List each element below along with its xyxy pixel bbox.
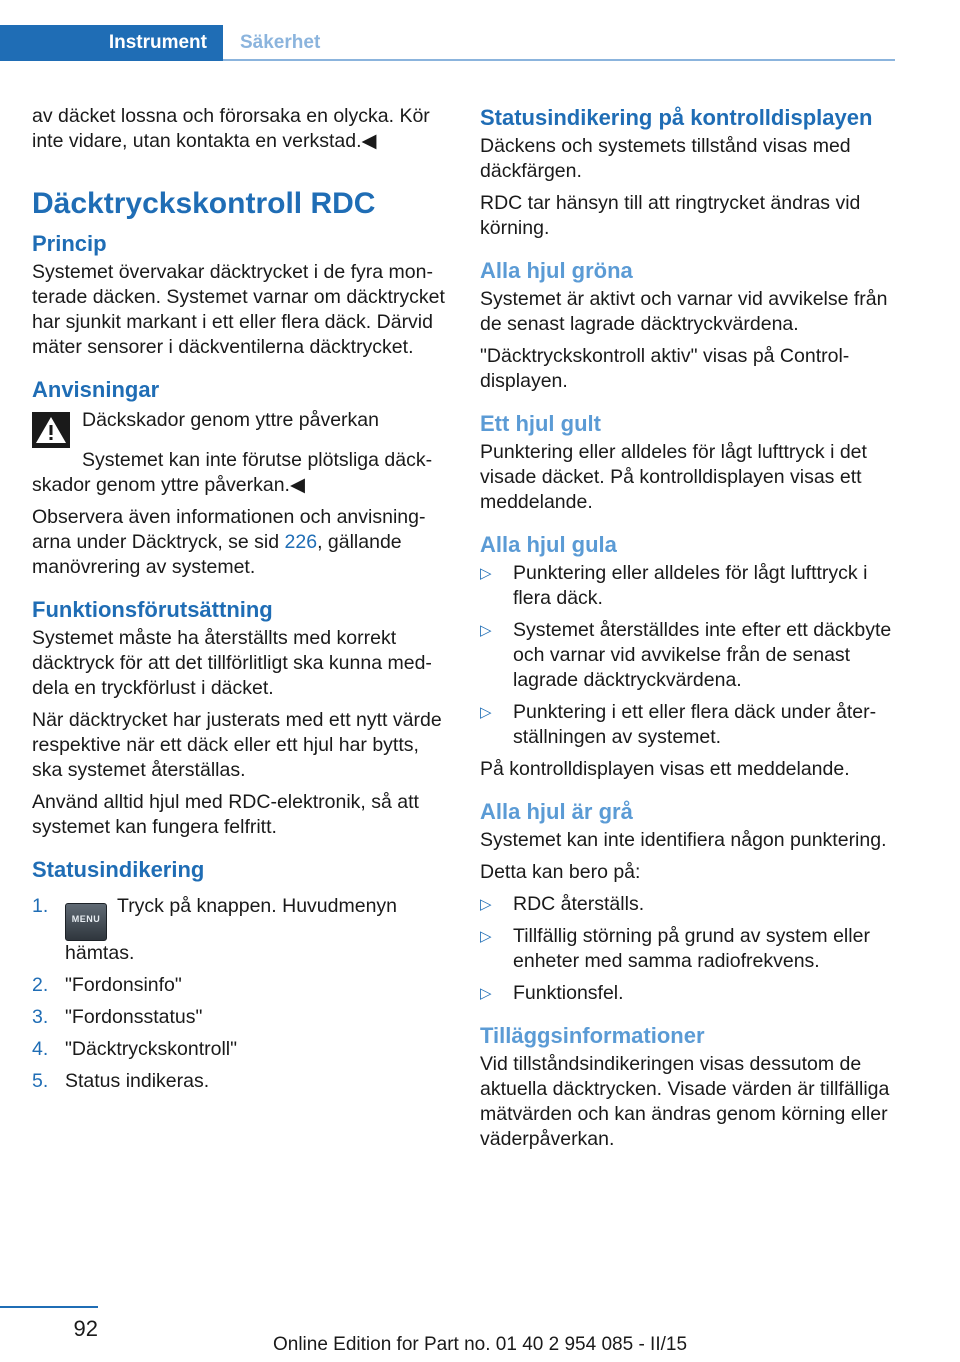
- observera-paragraph: Observera även informationen och anvisningarna under Däcktryck, se sid 226, gällande manövrering av systemet.: [32, 506, 426, 578]
- list-item: ▷ RDC återställs.: [480, 893, 645, 915]
- list-item: 5. Status indikeras.: [32, 1070, 210, 1092]
- tab-instrument[interactable]: Instrument: [0, 25, 223, 61]
- warning-text: Systemet kan inte förutse plötsliga däckskador genom yttre påverkan.◀: [32, 449, 433, 496]
- funktionsforutsattning-heading: Funktionsförutsättning: [32, 597, 273, 622]
- kontrolldisplay-heading: Statusindikering på kontrolldisplayen: [480, 105, 873, 130]
- bullet-triangle-icon: ▷: [480, 928, 492, 945]
- list-item: ▷ Tillfällig störning på grund av system eller enheter med samma radiofrekvens.: [480, 925, 870, 972]
- anvisningar-heading: Anvisningar: [32, 377, 160, 402]
- bullet-triangle-icon: ▷: [480, 896, 492, 913]
- grey-heading: Alla hjul är grå: [480, 799, 633, 824]
- tab-underline: [223, 59, 895, 61]
- green-paragraph-2: "Däcktryckskontroll aktiv" visas på Controldisplayen.: [480, 345, 850, 392]
- warning-title: Däckskador genom yttre påverkan: [82, 409, 379, 431]
- kd-paragraph-2: RDC tar hänsyn till att ringtrycket ändras vid körning.: [480, 192, 861, 239]
- princip-text: Systemet övervakar däcktrycket i de fyra monterade däcken. Systemet varnar om däcktrycket har sjunkit markant i ett eller flera däck. Därvid mäter sensorer i däckventilerna däcktrycket.: [32, 261, 445, 358]
- tillagg-heading: Tilläggsinformationer: [480, 1023, 705, 1048]
- statusindikering-heading: Statusindikering: [32, 857, 205, 882]
- intro-paragraph: av däcket lossna och förorsaka en olycka. Kör inte vidare, utan kontakta en verkstad.◀: [32, 105, 430, 152]
- funk-paragraph-3: Använd alltid hjul med RDC-elektronik, så att systemet kan fungera felfritt.: [32, 791, 419, 838]
- all-yellow-list: [480, 561, 895, 750]
- kd-paragraph-1: Däckens och systemets tillstånd visas med däckfärgen.: [480, 135, 851, 182]
- funk-paragraph-1: Systemet måste ha återställts med korrekt däcktryck för att det tillförlitligt ska kunna meddela en tryckförlust i däcket.: [32, 627, 432, 699]
- bullet-triangle-icon: ▷: [480, 622, 492, 639]
- funk-paragraph-2: När däcktrycket har justerats med ett nytt värde respektive när ett däck eller ett hjul har bytts, ska systemet återställas.: [32, 709, 442, 781]
- one-yellow-heading: Ett hjul gult: [480, 411, 601, 436]
- grey-paragraph-2: Detta kan bero på:: [480, 861, 641, 883]
- left-column: [32, 104, 447, 1101]
- footer-rule: [0, 1306, 98, 1308]
- green-paragraph-1: Systemet är aktivt och varnar vid avvikelse från de senast lagrade däcktryckvärdena.: [480, 288, 888, 335]
- status-steps: [32, 894, 447, 1094]
- grey-paragraph-1: Systemet kan inte identifiera någon punktering.: [480, 829, 887, 851]
- page-title: Däcktryckskontroll RDC: [32, 187, 376, 220]
- list-item: ▷ Systemet återställdes inte efter ett däckbyte och varnar vid avvikelse från de senast lagrade däcktryckvärdena.: [480, 619, 892, 691]
- list-item: 2. "Fordonsinfo": [32, 974, 182, 996]
- all-yellow-after: På kontrolldisplayen visas ett meddelande.: [480, 758, 850, 780]
- right-column: [480, 104, 895, 1159]
- grey-list: [480, 892, 895, 1006]
- bullet-triangle-icon: ▷: [480, 565, 492, 582]
- list-item: ▷ Funktionsfel.: [480, 982, 624, 1004]
- tab-sakerhet[interactable]: Säkerhet: [240, 32, 321, 53]
- warning-block: [32, 408, 447, 448]
- chapter-tab-bar: [0, 25, 895, 61]
- tillagg-paragraph: Vid tillståndsindikeringen visas dessutom de aktuella däcktrycken. Visade värden är tillfälliga mätvärden och kan ändras genom körning eller väderpåverkan.: [480, 1053, 890, 1150]
- green-heading: Alla hjul gröna: [480, 258, 633, 283]
- bullet-triangle-icon: ▷: [480, 985, 492, 1002]
- edition-line: Online Edition for Part no. 01 40 2 954 085 - II/15: [272, 1334, 688, 1355]
- bullet-triangle-icon: ▷: [480, 704, 492, 721]
- list-item: 4. "Däcktryckskontroll": [32, 1038, 238, 1060]
- list-item: ▷ Punktering eller alldeles för lågt lufttryck i flera däck.: [480, 562, 868, 609]
- page-link-226[interactable]: 226: [284, 531, 318, 553]
- page-number: 92: [73, 1316, 98, 1341]
- one-yellow-paragraph: Punktering eller alldeles för lågt lufttryck i det visade däcket. På kontrolldisplayen visas ett meddelande.: [480, 441, 867, 513]
- list-item: ▷ Punktering i ett eller flera däck under återställningen av systemet.: [480, 701, 877, 748]
- list-item: 1. MENUTryck på knappen. Huvudmenyn hämtas.: [32, 895, 398, 964]
- princip-heading: Princip: [32, 231, 107, 256]
- list-item: 3. "Fordonsstatus": [32, 1006, 203, 1028]
- warning-triangle-icon: [32, 412, 70, 448]
- menu-button-icon: MENU: [65, 903, 107, 941]
- all-yellow-heading: Alla hjul gula: [480, 532, 617, 557]
